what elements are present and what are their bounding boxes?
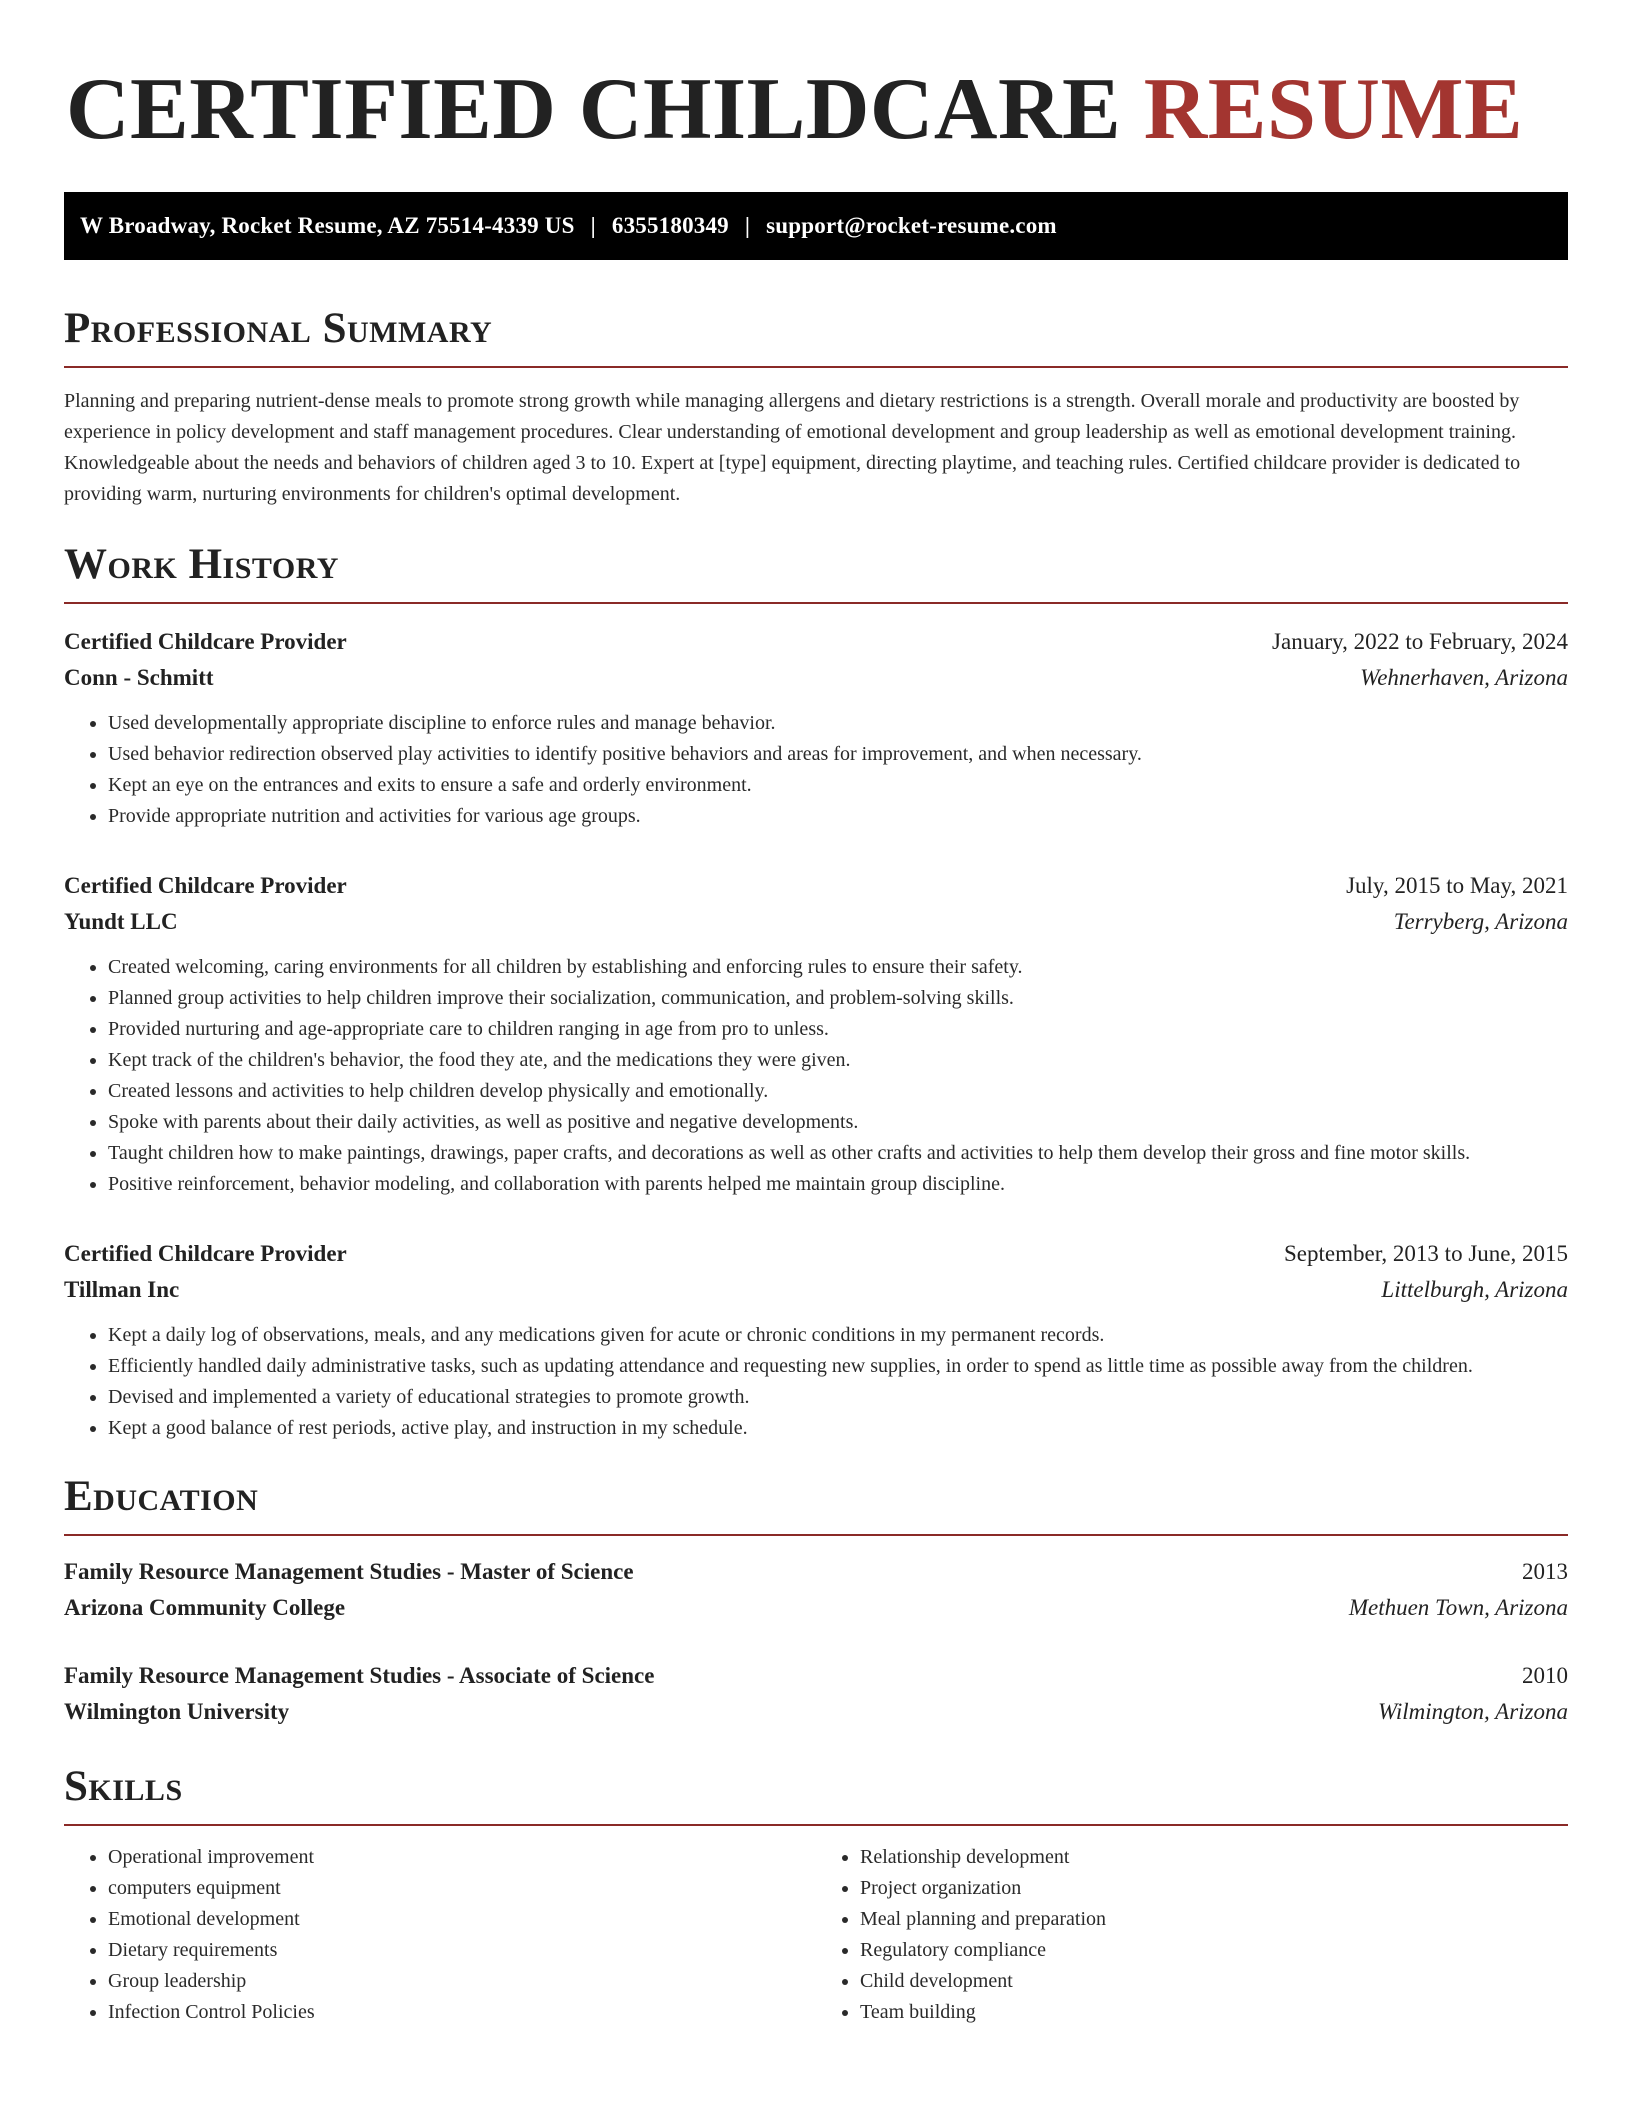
job-location: Terryberg, Arizona [1393,909,1568,934]
skills-list-right [816,1842,1568,2028]
job-bullet: • Spoke with parents about their daily activities, as well as positive and negative developments. [108,1107,1568,1138]
contact-email: support@rocket-resume.com [766,213,1057,238]
education-year: 2010 [1522,1663,1568,1688]
work-history-section [64,540,1568,1444]
education-entry [64,1554,1568,1626]
section-heading-work-history: Work History [64,540,1568,604]
job-dates: September, 2013 to June, 2015 [1284,1241,1568,1266]
education-degree-row [64,1554,1568,1590]
job-company-row [64,660,1568,696]
section-heading-skills: Skills [64,1762,1568,1826]
education-degree-row [64,1658,1568,1694]
skills-grid [64,1842,1568,2028]
skill-item: • Operational improvement [108,1842,816,1873]
education-entry [64,1658,1568,1730]
job-bullet: • Provided nurturing and age-appropriate care to children ranging in age from pro to unless. [108,1014,1568,1045]
skill-item: • Emotional development [108,1904,816,1935]
summary-text: Planning and preparing nutrient-dense meals to promote strong growth while managing allergens and dietary restrictions is a strength. Overall morale and productivity are boosted by experience in policy development and staff management procedures. Clear understanding of emotional development and group leadership as well as emotional development training. Knowledgeable about the needs and behaviors of children aged 3 to 10. Expert at [type] equipment, directing playtime, and teaching rules. Certified childcare provider is dedicated to providing warm, nurturing environments for children's optimal development. [64,390,1521,505]
skill-item: • Team building [860,1997,1568,2028]
contact-phone: 6355180349 [611,213,729,238]
professional-summary-section [64,304,1568,510]
education-school: Arizona Community College [64,1595,346,1620]
job-bullet: • Provide appropriate nutrition and activities for various age groups. [108,801,1568,832]
job-entry [64,624,1568,832]
skill-item: • Project organization [860,1873,1568,1904]
job-bullets [64,708,1568,832]
job-title: Certified Childcare Provider [64,629,347,654]
job-bullet: • Devised and implemented a variety of educational strategies to promote growth. [108,1382,1568,1413]
job-company: Conn - Schmitt [64,665,214,690]
education-year: 2013 [1522,1559,1568,1584]
education-degree: Family Resource Management Studies - Master of Science [64,1559,634,1584]
skill-item: • Dietary requirements [108,1935,816,1966]
job-bullet: • Used developmentally appropriate discipline to enforce rules and manage behavior. [108,708,1568,739]
education-school-row [64,1590,1568,1626]
job-location: Littelburgh, Arizona [1381,1277,1568,1302]
job-entry [64,1236,1568,1444]
title-accent: RESUME [1143,61,1524,158]
education-degree: Family Resource Management Studies - Associate of Science [64,1663,655,1688]
skill-item: • Meal planning and preparation [860,1904,1568,1935]
job-bullet: • Taught children how to make paintings, drawings, paper crafts, and decorations as well as other crafts and activities to help them develop their gross and fine motor skills. [108,1138,1568,1169]
skills-section [64,1762,1568,2028]
education-section [64,1472,1568,1730]
job-title-row [64,1236,1568,1272]
job-company-row [64,1272,1568,1308]
job-bullet: • Planned group activities to help children improve their socialization, communication, and problem-solving skills. [108,983,1568,1014]
education-school: Wilmington University [64,1699,290,1724]
job-company: Tillman Inc [64,1277,180,1302]
job-bullet: • Created lessons and activities to help children develop physically and emotionally. [108,1076,1568,1107]
skill-item: • computers equipment [108,1873,816,1904]
job-bullets [64,952,1568,1200]
contact-separator: | [590,213,596,238]
job-title-row [64,868,1568,904]
job-bullet: • Kept a good balance of rest periods, active play, and instruction in my schedule. [108,1413,1568,1444]
education-school-row [64,1694,1568,1730]
job-bullet: • Used behavior redirection observed play activities to identify positive behaviors and areas for improvement, and when necessary. [108,739,1568,770]
job-bullet: • Kept track of the children's behavior, the food they ate, and the medications they were given. [108,1045,1568,1076]
contact-separator: | [744,213,751,238]
section-heading-education: Education [64,1472,1568,1536]
section-heading-summary: Professional Summary [64,304,1568,368]
skill-item: • Group leadership [108,1966,816,1997]
job-bullet: • Kept an eye on the entrances and exits to ensure a safe and orderly environment. [108,770,1568,801]
skills-list-left [64,1842,816,2028]
skill-item: • Child development [860,1966,1568,1997]
contact-address: W Broadway, Rocket Resume, AZ 75514-4339 US [80,213,575,238]
contact-bar [64,192,1568,260]
job-title-row [64,624,1568,660]
skill-item: • Infection Control Policies [108,1997,816,2028]
job-dates: January, 2022 to February, 2024 [1272,629,1568,654]
job-location: Wehnerhaven, Arizona [1360,665,1568,690]
title-main: CERTIFIED CHILDCARE [66,61,1144,158]
job-company: Yundt LLC [64,909,178,934]
education-location: Methuen Town, Arizona [1348,1595,1568,1620]
job-bullets [64,1320,1568,1444]
job-title: Certified Childcare Provider [64,1241,347,1266]
job-entry [64,868,1568,1200]
job-bullet: • Positive reinforcement, behavior modeling, and collaboration with parents helped me maintain group discipline. [108,1169,1568,1200]
job-dates: July, 2015 to May, 2021 [1346,873,1568,898]
skill-item: • Relationship development [860,1842,1568,1873]
skill-item: • Regulatory compliance [860,1935,1568,1966]
job-bullet: • Kept a daily log of observations, meals, and any medications given for acute or chronic conditions in my permanent records. [108,1320,1568,1351]
job-bullet: • Efficiently handled daily administrative tasks, such as updating attendance and requesting new supplies, in order to spend as little time as possible away from the children. [108,1351,1568,1382]
resume-title [64,60,1568,158]
education-location: Wilmington, Arizona [1378,1699,1568,1724]
job-company-row [64,904,1568,940]
job-bullet: • Created welcoming, caring environments for all children by establishing and enforcing rules to ensure their safety. [108,952,1568,983]
job-title: Certified Childcare Provider [64,873,347,898]
